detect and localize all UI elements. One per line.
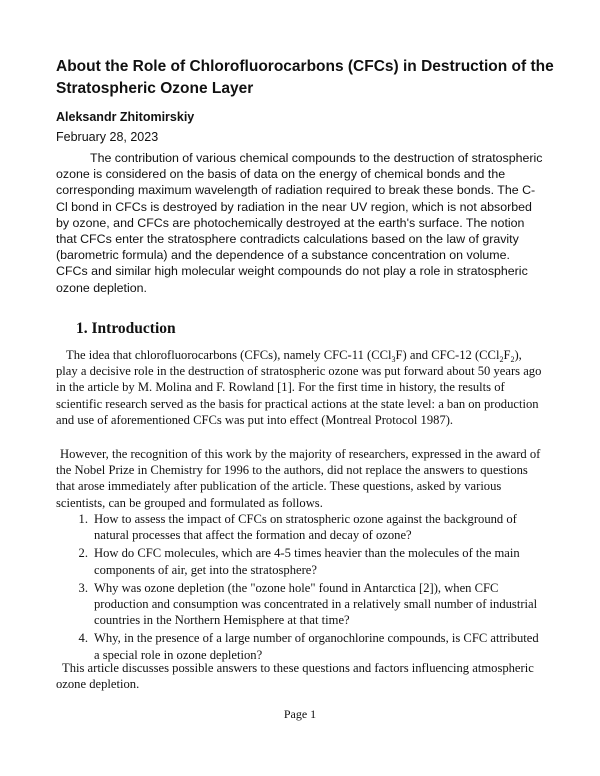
section-number: 1. [76,320,88,337]
list-item-text: How to assess the impact of CFCs on stratospheric ozone against the background of natural processes that affect the formation and decay of ozone? [94,512,517,543]
list-item-number: 4. [78,631,88,646]
section-title: Introduction [91,320,176,337]
publication-date: February 28, 2023 [56,130,159,144]
p1-text-a: The idea that chlorofluorocarbons (CFCs), namely CFC-11 (CCl [66,348,392,362]
abstract: The contribution of various chemical compounds to the destruction of stratospheric ozone is considered on the basis of data on the energy of chemical bonds and the corresponding maximum wavelength of radiation required to break these bonds. The C-Cl bond in CFCs is destroyed by radiation in the near UV region, which is not absorbed by ozone, and CFCs are photochemically destroyed at the earth's surface. The notion that CFCs enter the stratosphere contradicts calculations based on the law of gravity (barometric formula) and the dependence of a substance concentration on volume. CFCs and similar high molecular weight compounds do not play a role in stratospheric ozone depletion. [56,151,543,295]
list-item [56,580,546,629]
list-item [56,511,546,543]
list-item-text: Why, in the presence of a large number of organochlorine compounds, is CFC attributed a special role in ozone depletion? [94,631,539,662]
p1-text-c: F [503,348,511,362]
p1-subscript-a: 3 [391,355,396,364]
section-heading-introduction [76,320,176,338]
list-item-number: 2. [78,546,88,561]
page-number: Page 1 [283,707,317,721]
list-item-text: Why was ozone depletion (the "ozone hole" found in Antarctica [2]), when CFC production and consumption was concentrated in a relatively small number of industrial countries in the Northern Hemisphere at that time? [94,580,538,628]
intro-paragraph-2: However, the recognition of this work by the majority of researchers, expressed in the award of the Nobel Prize in Chemistry for 1996 to the authors, did not replace the answers to questions that arose immediately after publication of the article. These questions, asked by various scientists, can be grouped and formulated as follows. [56,447,541,510]
list-item-text: How do CFC molecules, which are 4-5 times heavier than the molecules of the main components of air, get into the stratosphere? [94,546,520,577]
list-item [56,630,546,662]
intro-paragraph-1 [56,347,546,428]
questions-list [56,511,546,665]
list-item [56,545,546,577]
list-item-number: 3. [78,580,88,595]
list-item-number: 1. [78,512,88,526]
p1-text-d: ), play a decisive role in the destruction of stratospheric ozone was put forward about 50 years ago in the article by M. Molina and F. Rowland [1]. For the first time in history, the results of scientific research served as the basis for practical actions at the state level: a ban on production and use of aforementioned CFCs was put into effect (Montreal Protocol 1987). [56,348,542,427]
intro-paragraph-3: This article discusses possible answers to these questions and factors influencing atmospheric ozone depletion. [56,661,534,692]
paper-title: About the Role of Chlorofluorocarbons (CFCs) in Destruction of the Stratospheric Ozone Layer [56,58,554,97]
author-name: Aleksandr Zhitomirskiy [56,110,195,124]
p1-subscript-c: 2 [510,355,515,364]
p1-subscript-b: 2 [499,355,504,364]
p1-text-b: F) and CFC-12 (CCl [395,348,500,362]
